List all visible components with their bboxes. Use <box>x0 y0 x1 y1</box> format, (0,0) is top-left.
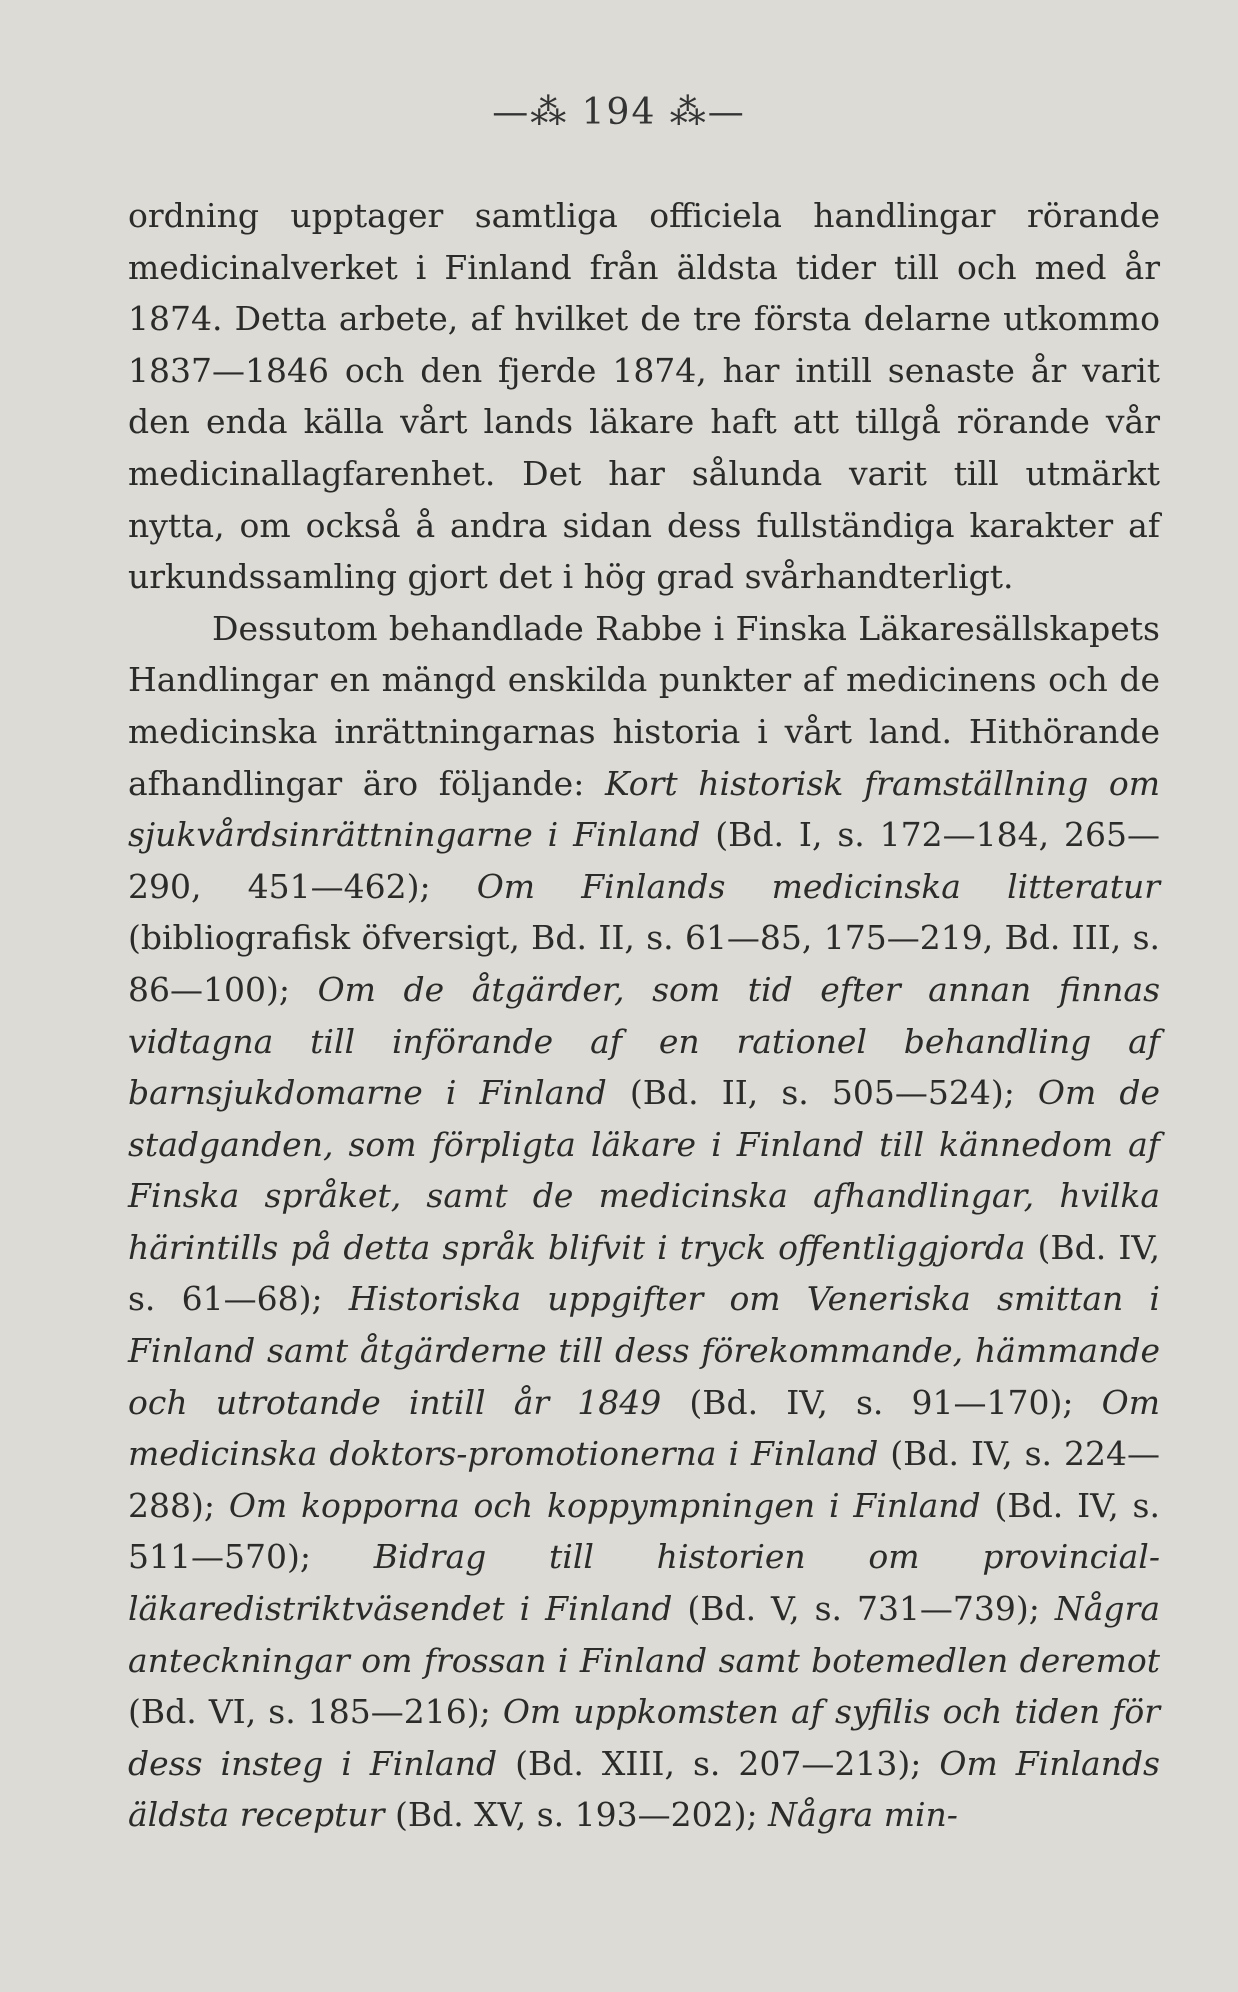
italic-title: Om Finlands äldsta receptur <box>128 1743 1160 1835</box>
text-run: (Bd. IV, s. 511—570); <box>128 1485 1160 1577</box>
italic-title: Om kopporna och koppympningen i Finland <box>228 1485 981 1525</box>
paragraph-1: ordning upptager samtliga officiela handlingar rörande medicinalverket i Finland från äldsta tider till och med år 1874. Detta arbete, af hvilket de tre första delarne utkommo 1837—1846 och den fjerde 1874, har intill senaste år varit den enda källa vårt lands läkare haft att tillgå rörande vår medicinallagfarenhet. Det har sålunda varit till utmärkt nytta, om också å andra sidan dess fullständiga karakter af urkundssamling gjort det i hög grad svårhandterligt. <box>128 196 1160 597</box>
italic-title: Historiska uppgifter om Veneriska smittan i Finland samt åtgärderne till dess förekommande, hämmande och utrotande intill år 1849 <box>128 1279 1160 1422</box>
italic-title: Om uppkomsten af syfilis och tiden för dess insteg i Finland <box>128 1692 1161 1783</box>
text-run: (bibliografisk öfversigt, Bd. II, s. 61—85, 175—219, Bd. III, s. 86—100); <box>128 918 1160 1009</box>
text-run: (Bd. IV, s. 61—68); <box>128 1227 1160 1319</box>
italic-title: Om de stadganden, som förpligta läkare i Finland till kännedom af Finska språket, samt de medicinska afhandlingar, hvilka härintills på detta språk blifvit i tryck offentliggjorda <box>128 1073 1160 1267</box>
text-run: (Bd. VI, s. 185—216); <box>128 1692 503 1732</box>
italic-title: Kort historisk framställning om sjukvårdsinrättningarne i Finland <box>128 763 1160 855</box>
italic-title: Bidrag till historien om provincial-läkaredistriktväsendet i Finland <box>128 1537 1160 1629</box>
text-run: (Bd. IV, s. 91—170); <box>661 1382 1102 1422</box>
italic-title: Några anteckningar om frossan i Finland samt botemedlen deremot <box>128 1589 1160 1680</box>
italic-title: Några min- <box>768 1795 958 1835</box>
text-run: (Bd. IV, s. 224—288); <box>128 1434 1160 1525</box>
italic-title: Om de åtgärder, som tid efter annan finnas vidtagna till införande af en rationel behandling af barnsjukdomarne i Finland <box>128 969 1161 1113</box>
text-run: (Bd. I, s. 172—184, 265—290, 451—462); <box>128 815 1160 906</box>
paragraph-2 <box>128 603 1160 1841</box>
text-run: Dessutom behandlade Rabbe i Finska Läkaresällskapets Handlingar en mängd enskilda punkter af medicinens och de medicinska inrättningarnas historia i vårt land. Hithörande afhandlingar äro följande: <box>128 608 1160 803</box>
text-run: (Bd. XV, s. 193—202); <box>384 1795 769 1835</box>
italic-title: Om Finlands medicinska litteratur <box>476 866 1160 906</box>
text-run: (Bd. II, s. 505—524); <box>606 1073 1038 1113</box>
page-header: —⁂ 194 ⁂— <box>492 92 746 133</box>
text-run: (Bd. XIII, s. 207—213); <box>497 1743 940 1783</box>
text-run: (Bd. V, s. 731—739); <box>672 1589 1055 1629</box>
body-text <box>128 190 1160 1841</box>
italic-title: Om medicinska doktors-promotionerna i Finland <box>128 1382 1160 1474</box>
